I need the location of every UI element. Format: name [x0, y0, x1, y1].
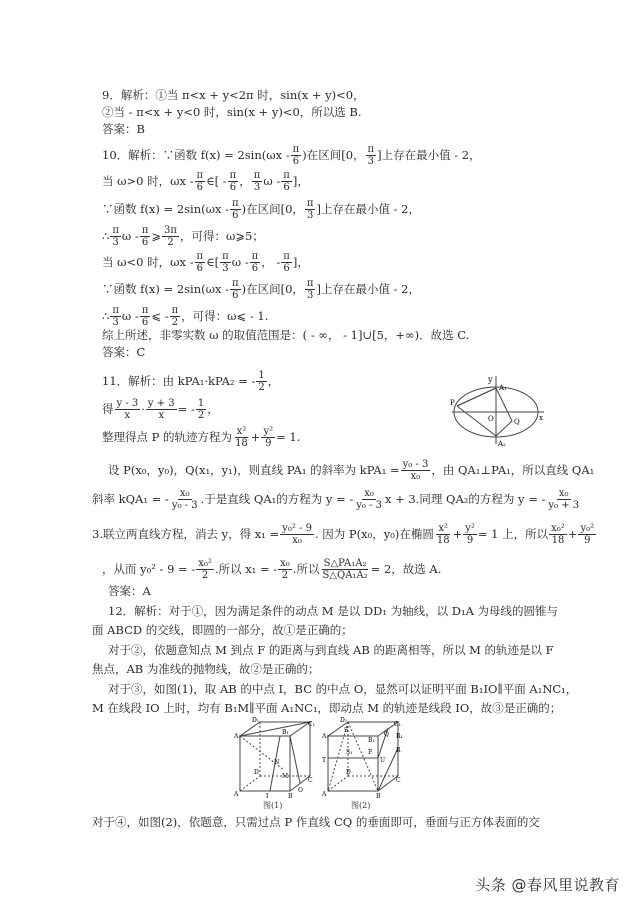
text-segment: 3.联立两直线方程，消去 y，得 x₁ =: [92, 527, 280, 542]
text-line: [108, 459, 594, 482]
fraction: [401, 459, 431, 482]
text-segment: +: [452, 527, 463, 542]
text-segment: ，由 QA₁⊥PA₁，所以直线 QA₁: [431, 463, 595, 478]
fraction: [228, 170, 239, 193]
figure-point-label: O: [298, 787, 303, 794]
figure-point-label: Q: [384, 731, 389, 738]
numerator: y + 3: [147, 398, 175, 409]
fraction: [280, 523, 314, 546]
numerator: π: [196, 251, 204, 262]
denominator: 3: [306, 210, 314, 221]
fraction: [435, 523, 452, 546]
text-line: [92, 816, 540, 829]
figure-point-label: A₁: [234, 733, 241, 740]
text-segment: .所以: [292, 562, 320, 577]
cube-figure-2: [322, 718, 402, 798]
text-segment: 设 P(x₀，y₀)，Q(x₁，y₁)，则直线 PA₁ 的斜率为 kPA₁ =: [108, 463, 400, 478]
text-segment: ∴: [102, 309, 110, 324]
numerator: x²: [438, 523, 449, 534]
numerator: π: [283, 251, 290, 262]
text-segment: ω -: [263, 174, 281, 189]
numerator: π: [112, 225, 119, 236]
figure-point-label: B: [288, 793, 293, 800]
denominator: x₀: [410, 471, 421, 482]
numerator: π: [253, 170, 261, 181]
denominator: 6: [229, 182, 237, 193]
text-line: [102, 144, 481, 167]
text-segment: ]上存在最小值 - 2，: [377, 148, 481, 163]
text-segment: 12．解析：对于①，因为满足条件的动点 M 是以 DD₁ 为轴线，以 D₁A 为母线的圆锥与: [108, 604, 559, 618]
denominator: 18: [551, 535, 565, 546]
figure-point-label: A: [322, 791, 327, 798]
text-segment: ②当 - π<x + y<0 时，sin(x + y)<0，所以选 B.: [102, 105, 362, 119]
text-line: [102, 198, 420, 221]
text-segment: ， -: [261, 255, 281, 270]
denominator: y₀ - 3: [171, 500, 198, 511]
ellipse-label: A₁: [499, 384, 507, 392]
text-segment: 9．解析：①当 π<x + y<2π 时，sin(x + y)<0，: [102, 88, 365, 102]
text-segment: ，可得：ω⩾5；: [179, 229, 264, 244]
fraction: [278, 558, 292, 581]
figure-point-label: B₁: [282, 729, 289, 736]
numerator: x₀: [558, 488, 569, 499]
figure-point-label: C: [308, 777, 313, 784]
text-line: [92, 663, 319, 676]
text-segment: 答案：A: [108, 584, 151, 598]
text-segment: 对于③，如图(1)，取 AB 的中点 I，BC 的中点 O，显然可以证明平面 B₁IO∥平面 A₁NC₁，: [108, 682, 578, 696]
ellipse-figure: [450, 372, 546, 448]
numerator: x₀²: [551, 523, 565, 534]
fraction: [140, 305, 151, 328]
text-line: [108, 605, 558, 618]
text-segment: . 因为 P(x₀，y₀)在椭圆: [314, 527, 434, 542]
text-segment: 答案：B: [102, 122, 145, 136]
figure-point-label: R₁: [396, 733, 403, 740]
text-segment: 得: [102, 402, 114, 417]
text-segment: ∵函数 f(x) = 2sin(ωx -: [102, 202, 230, 217]
denominator: 6: [196, 182, 204, 193]
fraction: [250, 251, 261, 274]
fraction: [578, 523, 596, 546]
text-line: [92, 624, 353, 637]
denominator: 2: [171, 317, 179, 328]
denominator: 6: [141, 237, 149, 248]
fraction: [281, 251, 292, 274]
numerator: π: [232, 198, 239, 209]
text-line: [92, 523, 597, 546]
fraction: [110, 225, 121, 248]
numerator: π: [112, 305, 119, 316]
fraction: [233, 426, 250, 449]
text-segment: ，: [239, 174, 251, 189]
text-segment: ]，: [292, 255, 309, 270]
numerator: y₀ - 3: [402, 459, 429, 470]
text-line: [92, 488, 582, 511]
fraction: [162, 225, 179, 248]
text-segment: .于是直线 QA₁的方程为 y = -: [200, 492, 354, 507]
numerator: π: [251, 251, 259, 262]
text-segment: ∴: [102, 229, 110, 244]
text-segment: ·: [141, 402, 145, 417]
numerator: π: [292, 144, 300, 155]
fraction: [281, 170, 292, 193]
fraction: [196, 558, 214, 581]
text-segment: 当 ω>0 时，ωx -: [102, 174, 194, 189]
text-segment: ω -: [121, 229, 139, 244]
fraction: [195, 170, 206, 193]
numerator: π: [306, 278, 314, 289]
figure-1-caption: 图(1): [263, 801, 283, 810]
text-segment: 综上所述，非零实数 ω 的取值范围是：( - ∞， - 1]∪[5，+∞)．故选 C.: [102, 328, 470, 342]
figure-point-label: A₁: [322, 733, 329, 740]
text-line: [108, 683, 577, 696]
denominator: 6: [141, 317, 149, 328]
numerator: x₀: [179, 488, 190, 499]
text-segment: 答案：C: [102, 345, 146, 359]
text-segment: 11．解析：由 kPA₁·kPA₂ = -: [102, 374, 256, 389]
text-segment: )在区间[0，: [302, 148, 365, 163]
text-line: [102, 225, 264, 248]
figure-point-label: R: [396, 747, 401, 754]
text-line: [102, 251, 309, 274]
fraction: [230, 278, 241, 301]
watermark: 头条 @春风里说教育: [475, 876, 620, 894]
denominator: 6: [232, 290, 239, 301]
denominator: 2: [258, 382, 265, 393]
text-segment: ω -: [231, 255, 249, 270]
denominator: 3: [253, 182, 261, 193]
numerator: π: [141, 305, 149, 316]
denominator: 6: [283, 182, 290, 193]
ellipse-label: O: [488, 415, 494, 423]
text-segment: )在区间[0，: [241, 282, 304, 297]
figure-point-label: I: [266, 793, 269, 800]
numerator: S△PA₁A₂: [323, 558, 367, 569]
denominator: 3: [222, 263, 229, 274]
fraction: [366, 144, 377, 167]
denominator: 3: [112, 317, 119, 328]
figure-point-label: M: [282, 773, 289, 780]
numerator: x²: [236, 426, 247, 437]
text-segment: ]上存在最小值 - 2，: [316, 202, 420, 217]
ellipse-label: A₂: [498, 440, 506, 448]
text-segment: ω -: [121, 309, 139, 324]
text-segment: +: [567, 527, 578, 542]
text-segment: = 1.: [276, 430, 301, 445]
figure-point-label: C: [396, 777, 401, 784]
fraction: [170, 305, 181, 328]
denominator: 2: [197, 410, 205, 421]
text-segment: ∈[ -: [206, 174, 227, 189]
text-segment: x + 3.同理 QA₂的方程为 y = -: [384, 492, 546, 507]
fraction: [196, 398, 206, 421]
text-segment: .所以 x₁ = -: [214, 562, 278, 577]
text-line: [102, 106, 362, 119]
denominator: y₀ - 3: [356, 500, 382, 511]
text-line: [102, 89, 365, 102]
denominator: 6: [232, 210, 239, 221]
fraction: [354, 488, 384, 511]
text-line: [108, 644, 554, 657]
text-segment: ∵函数 f(x) = 2sin(ωx -: [102, 282, 230, 297]
denominator: 18: [235, 438, 248, 449]
figure-point-label: S₁: [346, 749, 353, 756]
text-segment: ，可得：ω⩽ - 1.: [181, 309, 269, 324]
text-line: [108, 585, 151, 598]
numerator: y²: [465, 523, 475, 534]
text-segment: ]上存在最小值 - 2，: [316, 282, 420, 297]
numerator: π: [141, 225, 149, 236]
figure-point-label: D₁: [340, 717, 348, 724]
denominator: 9: [466, 535, 474, 546]
figure-point-label: C₁: [308, 721, 315, 728]
text-segment: = 1 上，所以: [477, 527, 549, 542]
fraction: [305, 198, 316, 221]
numerator: π: [222, 251, 229, 262]
figure-point-label: D₁: [252, 717, 260, 724]
text-segment: )在区间[0，: [241, 202, 304, 217]
fraction: [170, 488, 200, 511]
numerator: x₀: [280, 558, 290, 569]
denominator: x: [124, 410, 131, 421]
text-segment: 面 ABCD 的交线，即圆的一部分，故①是正确的；: [92, 623, 353, 637]
fraction: [146, 398, 177, 421]
figure-point-label: P: [368, 749, 373, 756]
text-line: [102, 370, 279, 393]
figure-point-label: U: [380, 757, 386, 764]
denominator: 6: [292, 156, 300, 167]
ellipse-label: x: [539, 414, 543, 422]
figure-point-label: B₁: [368, 737, 375, 744]
numerator: π: [367, 144, 375, 155]
text-segment: M 在线段 IO 上时，均有 B₁M∥平面 A₁NC₁，即动点 M 的轨迹是线段 IO，故③是正确的；: [92, 701, 562, 715]
denominator: 3: [367, 156, 374, 167]
denominator: 6: [251, 263, 259, 274]
denominator: 9: [584, 535, 591, 546]
text-segment: 对于④，如图(2)，依题意，只需过点 P 作直线 CQ 的垂面即可，垂面与正方体表面的交: [92, 815, 540, 829]
text-line: [102, 305, 268, 328]
text-segment: +: [250, 430, 261, 445]
figure-point-label: S: [344, 727, 349, 734]
fraction: [220, 251, 231, 274]
denominator: 3: [112, 237, 119, 248]
figure-point-label: D: [254, 769, 259, 776]
text-segment: ，: [207, 402, 219, 417]
text-line: [102, 398, 219, 421]
fraction: [110, 305, 121, 328]
fraction: [320, 558, 369, 581]
fraction: [195, 251, 206, 274]
figure-point-label: B: [376, 793, 381, 800]
text-segment: ⩽ -: [151, 309, 169, 324]
fraction: [140, 225, 151, 248]
text-segment: 整理得点 P 的轨迹方程为: [102, 430, 233, 445]
denominator: 2: [201, 570, 209, 581]
text-segment: ，: [267, 374, 280, 389]
figure-point-label: C₁: [394, 721, 401, 728]
numerator: x₀²: [198, 558, 212, 569]
fraction: [546, 488, 581, 511]
fraction: [256, 370, 266, 393]
text-segment: 对于②，依题意知点 M 到点 F 的距离与到直线 AB 的距离相等，所以 M 的轨迹是以 F: [108, 643, 554, 657]
denominator: 6: [196, 263, 204, 274]
text-line: [92, 702, 561, 715]
numerator: y₀² - 9: [282, 523, 312, 534]
fraction: [252, 170, 263, 193]
text-segment: = 2，故选 A.: [370, 562, 442, 577]
numerator: π: [196, 170, 204, 181]
denominator: x₀: [292, 535, 302, 546]
text-segment: ⩾: [151, 229, 162, 244]
text-segment: 焦点，AB 为准线的抛物线，故②是正确的；: [92, 662, 320, 676]
text-segment: ∈[: [206, 255, 220, 270]
cube-figure-1: [234, 718, 314, 798]
numerator: 3π: [164, 225, 177, 236]
ellipse-label: Q: [514, 418, 520, 426]
fraction: [115, 398, 141, 421]
denominator: 2: [281, 570, 289, 581]
text-line: [102, 123, 145, 136]
text-line: [102, 170, 309, 193]
numerator: y₀²: [580, 523, 595, 534]
denominator: y₀ + 3: [548, 500, 580, 511]
numerator: π: [171, 305, 179, 316]
fraction: [549, 523, 567, 546]
ellipse-label: y: [488, 375, 493, 384]
denominator: 3: [306, 290, 314, 301]
figure-2-caption: 图(2): [351, 801, 371, 810]
fraction: [291, 144, 302, 167]
numerator: π: [229, 170, 237, 181]
figure-point-label: A: [234, 791, 239, 798]
denominator: 18: [436, 535, 450, 546]
denominator: 2: [167, 237, 174, 248]
fraction: [305, 278, 316, 301]
denominator: x: [158, 410, 165, 421]
ellipse-label: P: [450, 399, 455, 407]
figure-point-label: N: [274, 759, 280, 766]
denominator: 9: [265, 438, 272, 449]
numerator: π: [232, 278, 239, 289]
denominator: S△QA₁A₂: [322, 570, 368, 581]
numerator: y²: [263, 426, 274, 437]
text-segment: 10．解析：∵函数 f(x) = 2sin(ωx -: [102, 148, 290, 163]
text-line: [102, 426, 300, 449]
numerator: y - 3: [116, 398, 139, 409]
numerator: x₀: [364, 488, 374, 499]
fraction: [463, 523, 477, 546]
numerator: π: [306, 198, 314, 209]
numerator: π: [283, 170, 290, 181]
text-segment: ]，: [292, 174, 309, 189]
text-segment: 当 ω<0 时，ωx -: [102, 255, 194, 270]
numerator: 1: [197, 398, 205, 409]
text-segment: = -: [177, 402, 195, 417]
denominator: 6: [283, 263, 290, 274]
text-segment: 斜率 kQA₁ = -: [92, 492, 169, 507]
numerator: 1: [258, 370, 265, 381]
text-segment: ，从而 y₀² - 9 = -: [102, 562, 196, 577]
text-line: [102, 346, 145, 359]
text-line: [102, 329, 469, 342]
text-line: [102, 558, 441, 581]
text-line: [102, 278, 420, 301]
figure-point-label: T: [322, 757, 327, 764]
fraction: [261, 426, 275, 449]
figure-point-label: D: [346, 769, 351, 776]
fraction: [230, 198, 241, 221]
